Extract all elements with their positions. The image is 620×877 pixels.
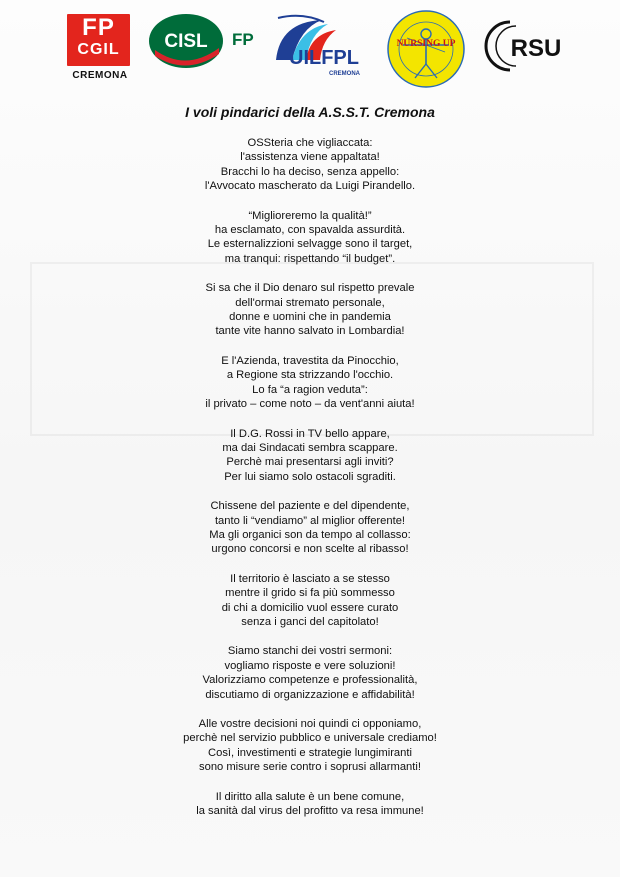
poem-line: vogliamo risposte e vere soluzioni! — [224, 659, 396, 672]
poem-line: Perchè mai presentarsi agli inviti? — [226, 456, 394, 469]
rsu-logo — [480, 16, 580, 76]
poem-line: Chissene del paziente e del dipendente, — [210, 500, 410, 513]
poem-stanza — [0, 717, 620, 775]
poem-line: E l'Azienda, travestita da Pinocchio, — [221, 354, 399, 367]
uil-fpl-logo-city: CREMONA — [329, 71, 360, 77]
poem-line: ma dai Sindacati sembra scappare. — [222, 441, 398, 454]
poem-line: ma tranqui: rispettando “il budget”. — [224, 252, 396, 265]
poem-line: a Regione sta strizzando l'occhio. — [226, 369, 394, 382]
cisl-fp-label: FP — [232, 30, 254, 49]
poem-line: Il diritto alla salute è un bene comune, — [215, 790, 405, 803]
poem-line: di chi a domicilio vuol essere curato — [221, 601, 399, 614]
poem-line: OSSteria che vigliaccata: — [247, 137, 373, 149]
poem-line: Bracchi lo ha deciso, senza appello: — [220, 165, 400, 178]
nursing-up-logo-text: NURSING UP — [396, 39, 456, 49]
poem-stanza — [0, 572, 620, 630]
fp-cgil-logo-top: FP — [82, 14, 115, 41]
poem-line: Così, investimenti e strategie lungimiranti — [208, 746, 412, 759]
poem-line: Alle vostre decisioni noi quindi ci opponiamo, — [198, 718, 422, 730]
poem-line: Lo fa “a ragion veduta”: — [252, 383, 368, 396]
poem-line: donne e uomini che in pandemia — [229, 311, 391, 324]
cisl-logo-text: CISL — [164, 31, 208, 52]
poem-line: Ma gli organici son da tempo al collasso: — [209, 528, 411, 541]
poem-line: Le esternalizzioni selvagge sono il target, — [207, 238, 413, 251]
poem-line: mentre il grido si fa più sommesso — [225, 587, 395, 600]
page-title: I voli pindarici della A.S.S.T. Cremona — [185, 104, 435, 120]
cisl-logo — [147, 12, 225, 70]
poem-stanza — [0, 427, 620, 485]
uil-fpl-logo — [262, 14, 378, 82]
poem-line: “Miglioreremo la qualità!” — [248, 209, 372, 222]
poem-line: ha esclamato, con spavalda assurdità. — [214, 224, 406, 237]
poem-line: Si sa che il Dio denaro sul rispetto prevale — [205, 282, 415, 295]
fp-cgil-logo-city: CREMONA — [72, 70, 128, 81]
logo-row — [0, 10, 620, 90]
poem-stanza — [0, 354, 620, 412]
poem-line: perchè nel servizio pubblico e universale crediamo! — [183, 732, 437, 745]
poem — [0, 136, 620, 833]
poem-stanza — [0, 790, 620, 819]
poem-line: discutiamo di organizzazione e affidabilità! — [205, 688, 415, 701]
uil-fpl-logo-text: UILFPL — [289, 47, 359, 69]
poem-line: l'assistenza viene appaltata! — [240, 151, 380, 164]
poem-stanza — [0, 644, 620, 702]
poem-line: tanto li “vendiamo” al miglior offerente! — [214, 514, 406, 527]
poem-line: il privato – come noto – da vent'anni aiuta! — [205, 398, 415, 411]
poem-line: Valorizziamo competenze e professionalità, — [202, 674, 418, 687]
poem-line: senza i ganci del capitolato! — [241, 615, 379, 628]
poem-line: Il D.G. Rossi in TV bello appare, — [230, 427, 390, 440]
poem-stanza — [0, 499, 620, 557]
poem-line: Siamo stanchi dei vostri sermoni: — [227, 645, 393, 658]
poem-stanza — [0, 209, 620, 267]
fp-cgil-logo-bottom: CGIL — [77, 41, 120, 58]
rsu-logo-text: RSU — [510, 35, 562, 62]
nursing-up-logo — [383, 10, 469, 88]
poem-line: l'Avvocato mascherato da Luigi Pirandello. — [204, 180, 416, 193]
poem-line: Il territorio è lasciato a se stesso — [230, 572, 390, 585]
poem-line: Per lui siamo solo ostacoli sgraditi. — [224, 470, 396, 483]
poem-line: la sanità dal virus del profitto va resa immune! — [196, 805, 424, 818]
fp-cgil-logo — [67, 14, 130, 66]
poem-line: tante vite hanno salvato in Lombardia! — [215, 325, 405, 338]
poem-line: dell'ormai stremato personale, — [235, 296, 385, 309]
poem-line: sono misure serie contro i soprusi allarmanti! — [199, 761, 421, 774]
poem-stanza — [0, 281, 620, 339]
poem-stanza — [0, 136, 620, 194]
poem-line: urgono concorsi e non scelte al ribasso! — [211, 543, 409, 556]
